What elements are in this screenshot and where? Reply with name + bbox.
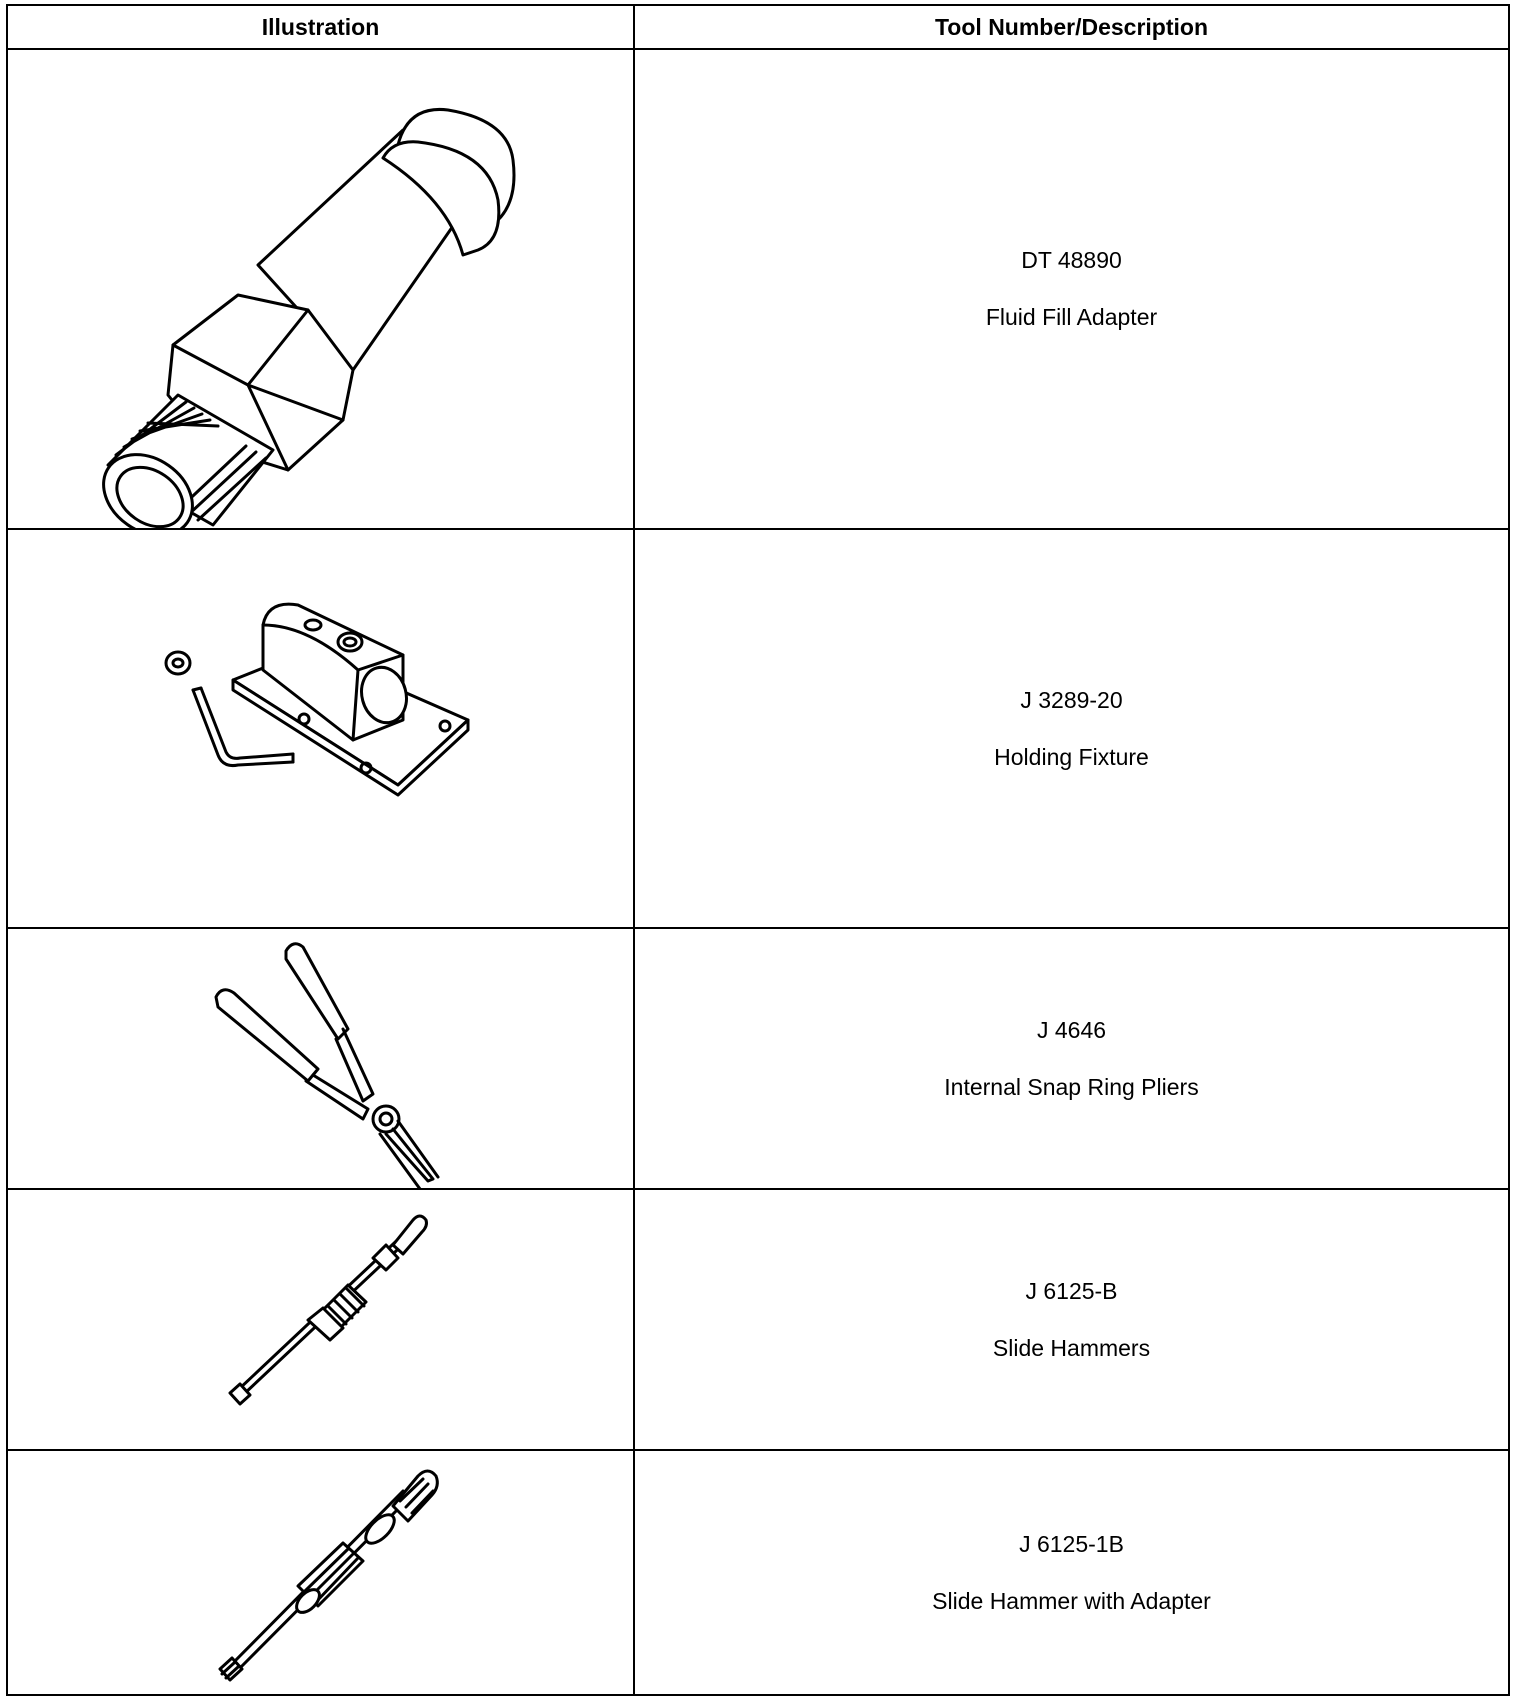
header-row	[7, 5, 1509, 49]
tool-description: Holding Fixture	[994, 743, 1149, 770]
tool-description: Internal Snap Ring Pliers	[944, 1073, 1199, 1100]
illustration-cell	[7, 928, 634, 1189]
table-row	[7, 1189, 1509, 1450]
tool-number: J 3289-20	[1020, 686, 1123, 713]
fluid-fill-adapter-illustration	[8, 50, 635, 528]
slide-hammer-adapter-illustration	[8, 1451, 635, 1694]
tool-description: Slide Hammers	[992, 1334, 1151, 1361]
illustration-cell	[7, 1189, 634, 1450]
tool-description: Fluid Fill Adapter	[985, 304, 1158, 330]
tool-table	[6, 4, 1510, 1696]
tool-description-cell	[634, 529, 1509, 928]
tool-number: DT 48890	[1021, 247, 1122, 273]
tool-number: J 4646	[1036, 1016, 1107, 1043]
tool-description-cell	[634, 1450, 1509, 1695]
illustration-cell	[7, 1450, 634, 1695]
illustration-cell	[7, 49, 634, 529]
slide-hammer-illustration	[8, 1190, 635, 1449]
tool-description-cell	[634, 928, 1509, 1189]
tool-description-header: Tool Number/Description	[634, 5, 1509, 49]
table-row	[7, 928, 1509, 1189]
holding-fixture-illustration	[8, 530, 635, 927]
tool-description-cell	[634, 49, 1509, 529]
tool-description: Slide Hammer with Adapter	[932, 1587, 1211, 1614]
table-row	[7, 49, 1509, 529]
illustration-header: Illustration	[7, 5, 634, 49]
tool-number: J 6125-1B	[1019, 1530, 1124, 1557]
tool-number: J 6125-B	[1025, 1277, 1118, 1304]
tool-description-cell	[634, 1189, 1509, 1450]
table-row	[7, 529, 1509, 928]
table-row	[7, 1450, 1509, 1695]
illustration-cell	[7, 529, 634, 928]
snap-ring-pliers-illustration	[8, 929, 635, 1188]
